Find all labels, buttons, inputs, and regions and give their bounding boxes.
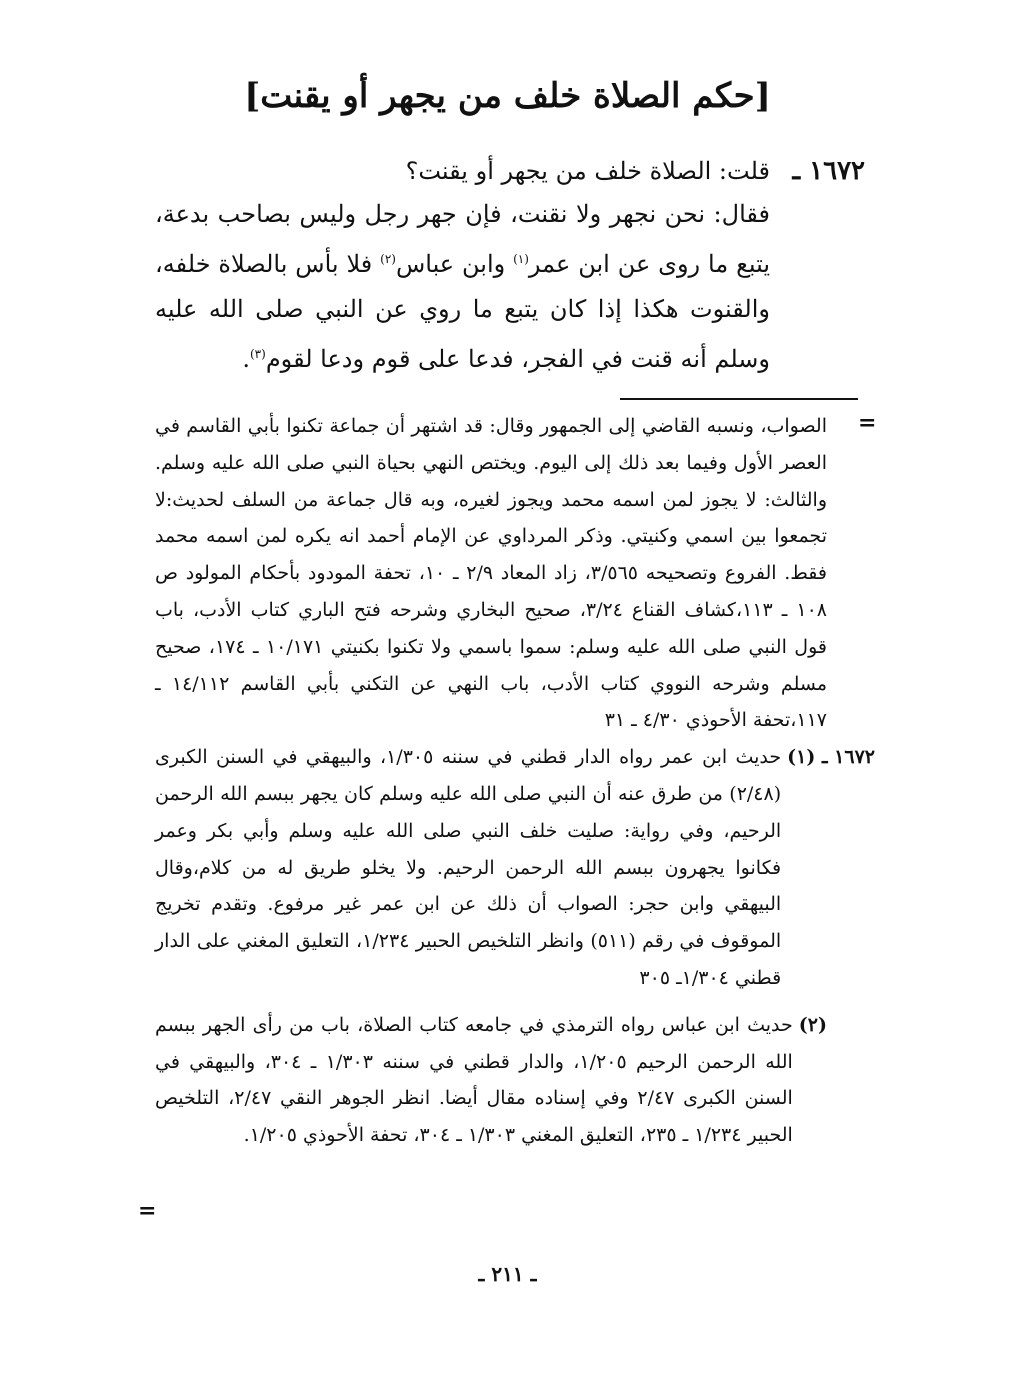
footnote-continued: الصواب، ونسبه القاضي إلى الجمهور وقال: قد اشتهر أن جماعة تكنوا بأبي القاسم في العصر الأول وفيما بعد ذلك إلى اليوم. ويختص النهي بحياة النبي صلى الله عليه وسلم. والثالث: لا يجوز لمن اسمه محمد ويجوز لغيره، وبه قال جماعة من السلف لحديث:لا تجمعوا بين اسمي وكنيتي. وذكر المرداوي عن الإمام أحمد انه يكره لمن اسمه محمد فقط. الفروع وتصحيحه ٣/٥٦٥، زاد المعاد ٢/٩ ـ ١٠، تحفة المودود بأحكام المولود ص ١٠٨ ـ ١١٣،كشاف القناع ٣/٢٤، صحيح البخاري وشرحه فتح الباري كتاب الأدب، باب قول النبي صلى الله عليه وسلم: سموا باسمي ولا تكنوا بكنيتي ١٠/١٧١ ـ ١٧٤، صحيح مسلم وشرحه النووي كتاب الأدب، باب النهي عن التكني بأبي القاسم ١٤/١١٢ ـ ١١٧،تحفة الأحوذي ٤/٣٠ ـ ٣١ bbox=[155, 415, 827, 732]
answer-part-1: فقال: نحن نجهر ولا نقنت، فإن جهر رجل وليس بصاحب بدعة، يتبع ما روى عن ابن عمر bbox=[155, 200, 771, 278]
answer-part-3: فلا بأس بالصلاة خلفه، والقنوت هكذا إذا كان يتبع ما روي عن النبي صلى الله عليه وسلم أنه قنت في الفجر، فدعا على قوم ودعا لقوم bbox=[155, 250, 770, 373]
footnote-separator bbox=[620, 398, 858, 400]
footnote-ref-3[interactable]: (٣) bbox=[249, 347, 266, 361]
answer-part-4: . bbox=[242, 345, 250, 373]
footnote-2 bbox=[155, 1007, 827, 1154]
footnote-2-label: (٢) bbox=[798, 1013, 827, 1036]
footnote-2-text: حديث ابن عباس رواه الترمذي في جامعه كتاب الصلاة، باب من رأى الجهر ببسم الله الرحمن الرحيم ١/٢٠٥، والدار قطني في سننه ١/٣٠٣ ـ ٣٠٤، والبيهقي في السنن الكبرى ٢/٤٧ وفي إسناده مقال أيضا. انظر الجوهر النقي ٢/٤٧، التلخيص الحبير ١/٢٣٤ ـ ٢٣٥، التعليق المغني ١/٣٠٣ ـ ٣٠٤، تحفة الأحوذي ١/٢٠٥. bbox=[155, 1013, 793, 1147]
main-text bbox=[155, 150, 865, 382]
answer-part-2: وابن عباس bbox=[395, 250, 514, 278]
footnotes bbox=[155, 408, 875, 1154]
question-text: قلت: الصلاة خلف من يجهر أو يقنت؟ bbox=[405, 157, 770, 185]
page-number: ـ ٢١١ ـ bbox=[478, 1262, 537, 1286]
footnote-ref-2[interactable]: (٢) bbox=[380, 252, 396, 266]
footnote-1-label: ١٦٧٢ ـ (١) bbox=[787, 746, 875, 769]
footnote-1-text: حديث ابن عمر رواه الدار قطني في سننه ١/٣٠٥، والبيهقي في السنن الكبرى (٢/٤٨) من طرق عنه أن النبي صلى الله عليه وسلم كان يجهر ببسم الله الرحمن الرحيم، وفي رواية: صليت خلف النبي صلى الله عليه وسلم وأبي بكر وعمر فكانوا يجهرون ببسم الله الرحمن الرحيم. ولا يخلو طريق له من كلام،وقال البيهقي وابن حجر: الصواب أن ذلك عن ابن عمر غير مرفوع. وتقدم تخريج الموقوف في رقم (٥١١) وانظر التلخيص الحبير ١/٢٣٤، التعليق المغني على الدار قطني ١/٣٠٤ـ ٣٠٥ bbox=[155, 746, 782, 989]
section-title: [حكم الصلاة خلف من يجهر أو يقنت] bbox=[244, 76, 771, 116]
continuation-marker: = bbox=[858, 410, 877, 436]
footnote-1 bbox=[155, 739, 875, 997]
answer-paragraph bbox=[155, 192, 770, 382]
question-row bbox=[155, 150, 865, 192]
continuation-end-marker: = bbox=[138, 1198, 157, 1224]
question-number: ١٦٧٢ ـ bbox=[792, 156, 865, 186]
footnote-ref-1[interactable]: (١) bbox=[513, 252, 529, 266]
